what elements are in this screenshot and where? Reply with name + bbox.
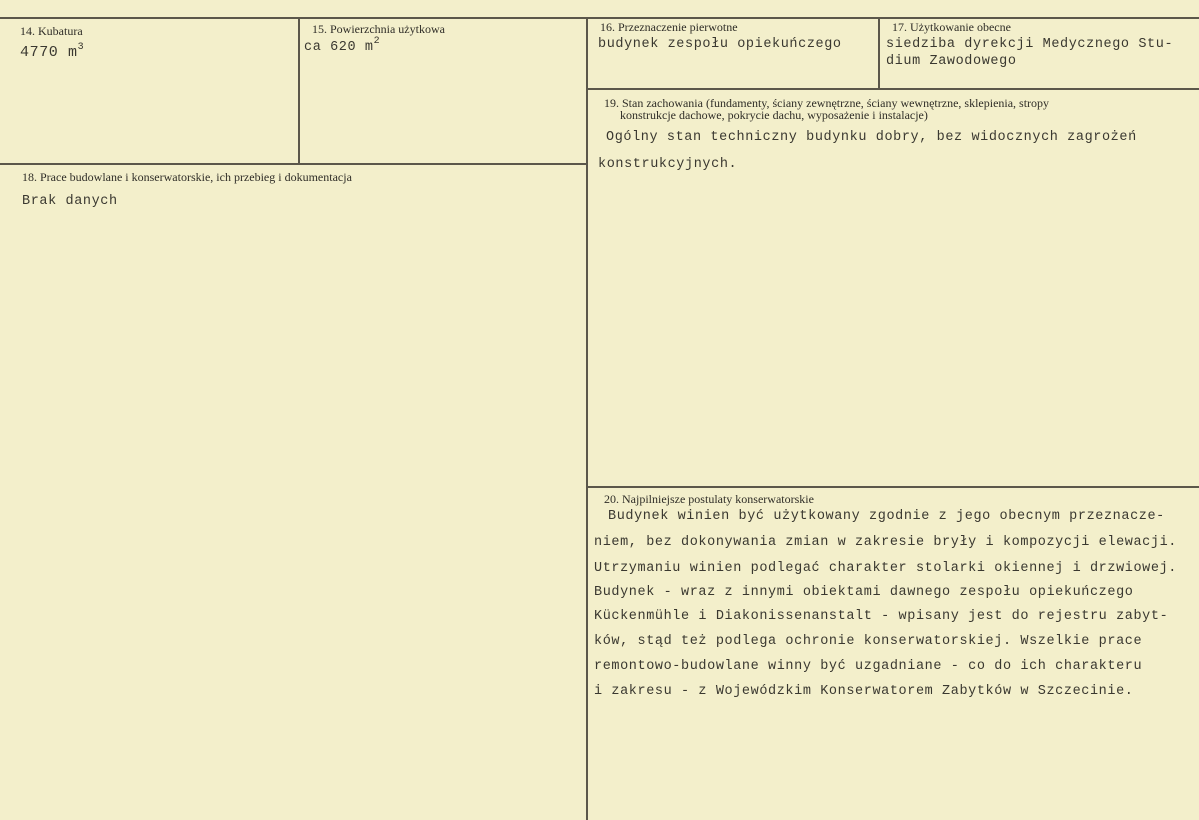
field-20-line-3: Utrzymaniu winien podlegać charakter stolarki okiennej i drzwiowej. xyxy=(594,561,1177,576)
field-17-value-line-1: siedziba dyrekcji Medycznego Stu- xyxy=(886,37,1174,52)
field-14-value-text: 4770 m xyxy=(20,44,78,61)
field-17-value-line-2: dium Zawodowego xyxy=(886,54,1017,69)
field-19-value-line-1: Ogólny stan techniczny budynku dobry, bez widocznych zagrożeń xyxy=(606,130,1137,145)
field-20-line-1: Budynek winien być użytkowany zgodnie z jego obecnym przeznacze- xyxy=(608,509,1165,524)
field-19-label-line-2: konstrukcje dachowe, pokrycie dachu, wyposażenie i instalacje) xyxy=(620,108,928,122)
field-15-label: 15. Powierzchnia użytkowa xyxy=(312,22,445,36)
field-18-label: 18. Prace budowlane i konserwatorskie, ich przebieg i dokumentacja xyxy=(22,170,352,184)
field-20-line-5: Kückenmühle i Diakonissenanstalt - wpisany jest do rejestru zabyt- xyxy=(594,609,1169,624)
hline-above-20 xyxy=(587,486,1199,488)
field-20-line-6: ków, stąd też podlega ochronie konserwatorskiej. Wszelkie prace xyxy=(594,634,1143,649)
field-19-value-line-2: konstrukcyjnych. xyxy=(598,157,738,172)
top-border-line xyxy=(0,17,1199,19)
main-vertical-divider xyxy=(586,18,588,820)
field-15-value xyxy=(304,36,381,55)
field-20-line-8: i zakresu - z Wojewódzkim Konserwatorem Zabytków w Szczecinie. xyxy=(594,684,1134,699)
field-14-unit-exponent: 3 xyxy=(77,42,85,53)
field-17-label: 17. Użytkowanie obecne xyxy=(892,20,1011,34)
field-20-label: 20. Najpilniejsze postulaty konserwatorskie xyxy=(604,492,814,506)
field-20-line-7: remontowo-budowlane winny być uzgadniane - co do ich charakteru xyxy=(594,659,1143,674)
field-14-value xyxy=(20,44,84,61)
divider-16-17 xyxy=(878,18,880,88)
field-19-label-line-1: 19. Stan zachowania (fundamenty, ściany zewnętrzne, ściany wewnętrzne, sklepienia, stropy xyxy=(604,96,1050,110)
field-16-label: 16. Przeznaczenie pierwotne xyxy=(600,20,738,34)
field-15-value-text: ca 620 m xyxy=(304,40,374,55)
hline-under-16-17 xyxy=(587,88,1199,90)
divider-14-15 xyxy=(298,18,300,164)
field-14-label: 14. Kubatura xyxy=(20,24,83,38)
field-20-line-2: niem, bez dokonywania zmian w zakresie bryły i kompozycji elewacji. xyxy=(594,535,1177,550)
field-15-unit-exponent: 2 xyxy=(373,36,381,47)
field-18-value: Brak danych xyxy=(22,194,118,209)
field-20-line-4: Budynek - wraz z innymi obiektami dawnego zespołu opiekuńczego xyxy=(594,585,1134,600)
hline-under-14-15 xyxy=(0,163,588,165)
field-16-value: budynek zespołu opiekuńczego xyxy=(598,37,842,52)
